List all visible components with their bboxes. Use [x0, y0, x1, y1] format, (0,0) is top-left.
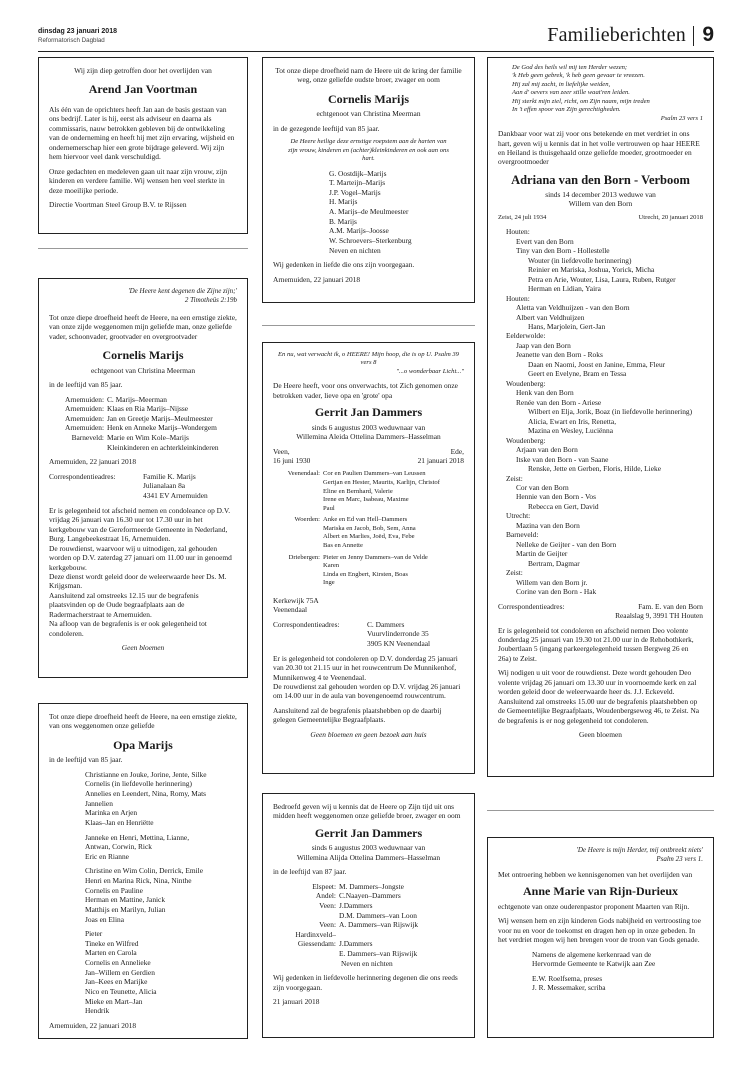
family-member: Rebecca en Gert, David [528, 501, 599, 511]
family-member: Cor van den Born [516, 482, 569, 492]
family-names [339, 930, 464, 940]
family-place: Woudenberg: [506, 378, 546, 388]
family-place: Zeist: [506, 568, 523, 578]
birth-place: Veen, [273, 446, 290, 456]
notice-dammers-1 [262, 342, 475, 774]
verse-line: En nu, wat verwacht ik, o HEERE! Mijn hoop, die is op U. Psalm 39 vers 8 [278, 351, 459, 367]
family-member: Tineke en Wilfred [85, 938, 139, 948]
family-row [273, 939, 464, 958]
notice-signature: Directie Voortman Steel Group B.V. te Rijssen [49, 200, 187, 210]
deceased-name: Adriana van den Born - Verboom [511, 172, 690, 187]
family-list [49, 395, 237, 453]
notice-intro: Met ontroering hebben we kennisgenomen van het overlijden van [498, 869, 693, 879]
death-date: 21 januari 2018 [417, 456, 464, 466]
notice-text: Er is gelegenheid tot condoleren en afscheid nemen Deo volente donderdag 25 januari van 19.30 tot 21.00 uur in de Rehobothkerk, Joubertlaan 5 (ingang parkeergelegenheid tussen Bergweg 26 en 26a) te Zeist. [498, 625, 694, 663]
dateline: Arnemuiden, 22 januari 2018 [273, 274, 361, 284]
notice-intro: Tot onze diepe droefheid heeft de Heere, na een ernstige ziekte, van onze zijde weggenomen mijn geliefde man, onze geliefde vader, schoonvader, grootvader en overgrootvader [49, 312, 237, 341]
family-place: Arnemuiden: [65, 423, 104, 433]
notice-text: De rouwdienst zal gehouden worden op D.V. vrijdag 26 januari om 14.00 uur in de aula van bovengenoemd rouwcentrum. [273, 682, 461, 701]
family-place: Elspeet: [312, 881, 336, 891]
family-member: Renée van den Born - Ariese [516, 397, 602, 407]
family-member: Arjaan van den Born [516, 445, 578, 455]
correspondence-address [273, 620, 464, 649]
family-member: B. Marijs [329, 216, 357, 226]
family-member: Jan–Kees en Marijke [85, 977, 148, 987]
notice-text: Wij wensen hem en zijn kinderen Gods nabijheid en vertroosting toe voor nu en voor de toekomst en dragen hen op in onze gebeden. In het verdriet mogen wij hen brengen voor de troon van Gods genade. [498, 916, 701, 945]
family-member: Klaas–Jan en Henriëtte [85, 817, 154, 827]
family-row [49, 414, 237, 424]
age-line: in de leeftijd van 87 jaar. [273, 867, 347, 877]
quote-reference: 2 Timotheüs 2:19b [184, 295, 237, 304]
family-place: Arnemuiden: [65, 413, 104, 423]
grandchildren-group [85, 866, 237, 924]
family-member: A. Dammers–van Rijswijk [339, 920, 419, 930]
notice-text: Aansluitend zal omstreeks 15.00 uur de begrafenis plaatshebben op de Gemeentelijke Begraafplaats, Woudenbergseweg 46, te Zeist. Na de begrafenis is er nog gelegenheid tot condoleren. [498, 696, 700, 725]
family-member: Wouter (in liefdevolle herinnering) [528, 255, 632, 265]
family-member: Mieke en Mart–Jan [85, 996, 143, 1006]
family-member: Neven en nichten [329, 245, 381, 255]
address-line: Julianalaan 8a [143, 481, 186, 491]
family-place: Woerden: [294, 516, 320, 524]
deceased-name: Gerrit Jan Dammers [314, 405, 423, 420]
family-member: Herman en Lidian, Yaira [528, 284, 601, 294]
column-divider [262, 325, 475, 326]
notice-adriana [487, 57, 714, 777]
family-member: Willem van den Born jr. [516, 577, 588, 587]
death-place: Ede, [450, 446, 464, 456]
notice-intro: Bedroefd geven wij u kennis dat de Heere op Zijn tijd uit ons midden heeft weggenomen onze geliefde broer, zwager en oom [273, 802, 461, 821]
address-line: Familie K. Marijs [143, 471, 196, 481]
family-row [273, 920, 464, 930]
issue-date: dinsdag 23 januari 2018 [38, 28, 117, 35]
notice-text: Aansluitend zal de begrafenis plaatshebben op de daarbij gelegen Gemeentelijke Begraafplaats. [273, 705, 442, 725]
family-names: Klaas en Ria Marijs–Nijsse [107, 404, 189, 414]
spouse-line: echtgenoot van Christina Meerman [316, 109, 421, 119]
late-wife-name: Willemina Alijda Ottelina Dammers–Hasselman [296, 852, 441, 862]
notice-text: Deze dienst wordt geleid door de weleerwaarde heer Ds. M. Krijgsman. [49, 571, 227, 591]
family-row [49, 404, 237, 414]
family-row [273, 470, 464, 513]
family-member: Christianne en Jouke, Jorine, Jente, Silke [85, 769, 207, 779]
verse-text [273, 351, 464, 376]
family-member: A. Marijs–de Meulmeester [329, 207, 409, 217]
dateline: 21 januari 2018 [273, 997, 320, 1007]
family-member: H. Marijs [329, 197, 358, 207]
family-member: Renske, Jette en Gerben, Floris, Hilde, Lieke [528, 464, 661, 474]
page-number: 9 [702, 23, 714, 46]
family-member: Jan–Willem en Gerdien [85, 967, 155, 977]
family-member: Anke en Ed van Hell–Dammers [323, 516, 408, 524]
family-names [323, 470, 464, 513]
deceased-name: Opa Marijs [113, 737, 173, 752]
family-member: Alicia, Ewart en Iris, Renetta, [528, 416, 617, 426]
family-member: Pieter [85, 929, 103, 939]
family-member: Inge [323, 579, 335, 587]
family-member: Marinka en Arjen [85, 808, 138, 818]
death-info: Utrecht, 20 januari 2018 [638, 213, 703, 221]
correspondence-address [49, 472, 237, 501]
family-member: Linda en Engbert, Kirsten, Boas [323, 570, 408, 578]
family-place: Hardinxveld– [295, 929, 336, 939]
notice-opa-marijs [38, 703, 248, 1039]
family-member: Mazina van den Born [516, 520, 580, 530]
notice-text: Er is gelegenheid tot condoleren op D.V. donderdag 25 januari van 20.30 tot 21.15 uur in het rouwcentrum De Munnikenhof, Munnikenweg 4 te Veenendaal. [273, 653, 458, 682]
family-place: Veen: [319, 900, 336, 910]
age-line: in de leeftijd van 85 jaar. [49, 380, 123, 390]
dateline: Arnemuiden, 22 januari 2018 [49, 457, 137, 467]
family-place: Barneveld: [71, 433, 104, 443]
family-names [339, 891, 464, 901]
home-address [273, 596, 464, 615]
family-member: Petra en Arie, Wouter, Lisa, Laura, Ruben, Rutger [528, 274, 676, 284]
family-member: J.Dammers [339, 939, 373, 949]
family-place: Houten: [506, 227, 530, 237]
family-member: M. Dammers–Jongste [339, 881, 404, 891]
notice-intro: Dankbaar voor wat zij voor ons betekende en met verdriet in ons hart, geven wij u kennis dat in het volle vertrouwen op haar HEERE en Heiland is thuisgehaald onze geliefde moeder, grootmoeder en overgrootmoeder [498, 129, 700, 167]
verse-line: Hij zal mij zacht, in liefelijke weiden, [512, 80, 611, 88]
notice-dammers-2 [262, 793, 475, 1038]
family-place: Arnemuiden: [65, 404, 104, 414]
memory-line: Wij gedenken in liefdevolle herinnering degenen die ons reeds zijn voorgegaan. [273, 973, 458, 992]
family-member: Gertjan en Hester, Maurits, Karlijn, Christof [323, 479, 440, 487]
family-member: Evert van den Born [516, 236, 574, 246]
masthead [38, 22, 714, 52]
family-names: Jan en Greetje Marijs–Meulmeester [107, 413, 213, 423]
family-list [273, 470, 464, 587]
family-member: Paul [323, 504, 335, 512]
family-member: J.P. Vogel–Marijs [329, 187, 381, 197]
section-title: Familieberichten [547, 24, 686, 46]
family-member: Itske van den Born - van Saane [516, 454, 609, 464]
family-member: D.M. Dammers–van Loon [339, 910, 417, 920]
grandchildren-group [85, 929, 237, 1016]
family-member: W. Schroevers–Sterkenburg [329, 235, 412, 245]
notice-text: Na afloop van de begrafenis is er ook gelegenheid tot condoleren. [49, 619, 207, 638]
deceased-name: Arend Jan Voortman [88, 82, 198, 97]
deceased-name: Anne Marie van Rijn-Durieux [523, 884, 678, 899]
quote-text: 'De Heere kent degenen die Zijne zijn;' [128, 287, 237, 295]
memory-line: Wij gedenken in liefde die ons zijn voorgegaan. [273, 260, 415, 270]
verse-text: De Heere heilige deze ernstige roepstem aan de harten van zijn vrouw, kinderen en (achter)kleinkinderen en ook aan ons hart. [288, 138, 449, 163]
family-place: Andel: [315, 891, 336, 901]
signature-line: J. R. Messemaker, scriba [532, 983, 606, 993]
signature-line: Hervormde Gemeente te Katwijk aan Zee [532, 959, 656, 969]
birth-date: 16 juni 1930 [273, 456, 311, 466]
family-member: J.Dammers [339, 900, 373, 910]
family-member: Cornelis en Annelieke [85, 958, 151, 968]
correspondence-address [498, 602, 703, 621]
notice-text: Aansluitend zal omstreeks 12.15 uur de begrafenis plaatsvinden op de Oude begraafplaats aan de Radermacherstraat te Arnemuiden. [49, 590, 199, 619]
family-member: Matthijs en Marilyn, Julian [85, 904, 166, 914]
verse-line: "...o wonderbaar Licht..." [396, 367, 464, 375]
closing-line: Geen bloemen [121, 643, 165, 653]
family-member: Mazina en Wesley, Luciënna [528, 426, 613, 436]
psalm-verse [512, 64, 703, 115]
family-member: Hans, Marjolein, Gert-Jan [528, 322, 606, 331]
family-member: Eline en Bernhard, Valerie [323, 487, 393, 495]
family-member: Marten en Carola [85, 948, 137, 958]
closing-line: Geen bloemen [579, 730, 622, 740]
family-names [323, 516, 464, 550]
family-row [49, 423, 237, 433]
family-member: Henk van den Born [516, 388, 574, 398]
family-place [49, 443, 107, 453]
family-member: Daan en Naomi, Joost en Janine, Emma, Fleur [528, 359, 666, 369]
widower-line: sinds 6 augustus 2003 weduwnaar van [311, 843, 426, 853]
grandchildren-group [85, 833, 237, 862]
signature-line: Namens de algemene kerkenraad van de [532, 949, 652, 959]
family-place: Barneveld: [506, 530, 539, 540]
family-row [273, 901, 464, 920]
family-member: Janneke en Henri, Mettina, Lianne, [85, 832, 190, 842]
family-member: Aletta van Veldhuijzen - van den Born [516, 303, 630, 313]
address-line: Fam. E. van den Born [638, 601, 703, 611]
notice-marijs-2 [262, 57, 475, 303]
notice-intro: Tot onze diepe droefheid nam de Heere uit de kring der familie weg, onze geliefde oudste broer, zwager en oom [275, 66, 462, 85]
age-line: in de gezegende leeftijd van 85 jaar. [273, 123, 380, 133]
family-names: C. Marijs–Meerman [107, 394, 167, 404]
family-member: Herman en Mattine, Janick [85, 895, 166, 905]
family-row [49, 395, 237, 405]
family-names [323, 554, 464, 588]
verse-line: In 't effen spoor van Zijn gerechtigheden. [512, 106, 621, 114]
notice-signature [532, 950, 703, 993]
family-member: Geert en Evelyne, Bram en Tessa [528, 369, 627, 379]
family-member: Nico en Teunette, Alicia [85, 986, 157, 996]
family-names: Henk en Anneke Marijs–Wondergem [107, 423, 217, 433]
family-row [273, 554, 464, 588]
newspaper-name: Reformatorisch Dagblad [38, 37, 105, 44]
family-names [339, 901, 464, 920]
family-member: Nelleke de Geijter - van den Born [516, 539, 617, 549]
family-extra: Neven en nichten [341, 958, 393, 968]
age-line: in de leeftijd van 85 jaar. [49, 755, 123, 765]
family-member: Cor en Paulien Dammers–van Leussen [323, 470, 426, 478]
correspondence-label: Correspondentieadres: [49, 471, 116, 481]
birth-death-line [498, 214, 703, 222]
family-member: Bas en Annette [323, 541, 363, 549]
family-member: T. Marteijn–Marijs [329, 178, 386, 188]
notice-voortman [38, 57, 248, 234]
notice-intro: Tot onze diepe droefheid heeft de Heere, na een ernstige ziekte, van ons weggenomen onze geliefde [49, 712, 237, 731]
quote-reference: Psalm 23 vers 1. [656, 854, 703, 863]
address-line: C. Dammers [367, 619, 405, 629]
birth-death-line [273, 447, 464, 466]
family-list [273, 882, 464, 959]
family-member: Cornelis en Pauline [85, 885, 143, 895]
family-names [339, 939, 464, 958]
family-row [273, 516, 464, 550]
family-row [49, 443, 237, 453]
family-place: Giessendam: [297, 939, 336, 949]
deceased-name: Cornelis Marijs [328, 91, 409, 106]
family-member: Hendrik [85, 1006, 110, 1016]
family-place: Houten: [506, 293, 530, 303]
family-place: Woudenberg: [506, 435, 546, 445]
family-member: Annelies en Leendert, Nina, Romy, Mats [85, 789, 207, 799]
column-divider [38, 248, 248, 249]
family-member: Mariska en Jacob, Bob, Sem, Anna [323, 524, 416, 532]
masthead-divider [693, 26, 694, 46]
widower-line: sinds 6 augustus 2003 weduwnaar van [311, 422, 426, 432]
family-member: Reinier en Mariska, Joshua, Yorick, Micha [528, 265, 655, 275]
notice-text: Als één van de oprichters heeft Jan aan de basis gestaan van ons bedrijf. Later is hij, eerst als adviseur en daarna als commissaris, nauw betrokken gebleven bij de ontwikkeling van de onderneming en heeft hij met zijn ervaring, wijsheid en ondernemerschap hier een grote bijdrage geleverd. Wij zijn hem hiervoor veel dank verschuldigd. [49, 104, 235, 162]
verse-line: De God des heils wil mij ten Herder wezen; [512, 64, 628, 71]
family-member: Albert van Veldhuijzen [516, 312, 585, 322]
family-names [339, 882, 464, 892]
family-row [273, 891, 464, 901]
late-wife-name: Willemina Aleida Ottelina Dammers–Hasselman [296, 432, 441, 442]
address-line: Kerkewijk 75A [273, 595, 319, 605]
family-member: Joas en Elina [85, 914, 124, 924]
family-place: Arnemuiden: [65, 394, 104, 404]
verse-reference: Psalm 23 vers 1 [660, 114, 703, 122]
correspondence-label: Correspondentieadres: [498, 601, 565, 611]
bible-quote [49, 287, 237, 305]
notice-text: Er is gelegenheid tot afscheid nemen en condoleance op D.V. vrijdag 26 januari van 16.30 uur tot 17.30 uur in het kerkgebouw van de Gereformeerde Gemeente in Nederland, Burg. Langebeekestraat 16, Arnemuiden. [49, 505, 231, 544]
family-member: Cornelis (in liefdevolle herinnering) [85, 779, 192, 789]
family-list [506, 227, 703, 596]
family-place: Utrecht: [506, 511, 531, 521]
verse-line: 'k Heb geen gebrek, 'k heb geen gevaar te vreezen. [512, 72, 645, 80]
deceased-name: Cornelis Marijs [102, 348, 184, 363]
verse-line: Hij sterkt mijn ziel, richt, om Zijn naam, mijn treden [512, 97, 650, 105]
correspondence-label: Correspondentieadres: [273, 619, 340, 629]
notice-text: Wij nodigen u uit voor de rouwdienst. Deze wordt gehouden Deo volente vrijdag 26 januari om 13.30 uur in voornoemde kerk en zal worden geleid door de weleerwaarde heer ds. J.J. Eckeveld. [498, 668, 697, 697]
notice-text: De rouwdienst, waarvoor wij u uitnodigen, zal gehouden worden op D.V. zaterdag 27 januari om 11.00 uur in genoemd kerkgebouw. [49, 543, 232, 572]
family-names: Marie en Wim Kole–Marijs [107, 433, 189, 443]
verse-line: Aan d' oevers van zeer stille waat'ren leiden. [512, 89, 630, 97]
family-member: Bertram, Dagmar [528, 558, 580, 568]
family-member: Irene en Marc, Isabeau, Maxime [323, 496, 409, 504]
family-member: Hennie van den Born - Vos [516, 492, 596, 502]
family-member: C.Naayen–Dammers [339, 891, 401, 901]
family-member: Eric en Rianne [85, 851, 129, 861]
closing-line: Geen bloemen en geen bezoek aan huis [310, 729, 427, 739]
notice-intro: De Heere heeft, voor ons onverwachts, tot Zich genomen onze betrokken vader, lieve opa en 'grote' opa [273, 381, 458, 400]
notice-intro: Wij zijn diep getroffen door het overlijden van [74, 66, 212, 75]
signature-line: E.W. Roelfsema, preses [532, 973, 603, 983]
family-member: Karen [323, 562, 340, 570]
family-member: G. Oostdijk–Marijs [329, 168, 387, 178]
family-member: Christine en Wim Colin, Derrick, Emile [85, 866, 204, 876]
family-member: Corine van den Born - Hak [516, 587, 597, 597]
address-line: Vuurvlinderronde 35 [367, 629, 429, 639]
spouse-line: echtgenoot van Christina Meerman [90, 365, 196, 375]
late-husband-name: Willem van den Born [568, 199, 633, 209]
address-line: Reaalslag 9, 3991 TH Houten [615, 611, 703, 621]
family-place: Eelderwolde: [506, 331, 546, 341]
quote-text: 'De Heere is mijn Herder, mij ontbreekt niets' [576, 846, 703, 854]
dateline: Arnemuiden, 22 januari 2018 [49, 1020, 137, 1030]
family-names [339, 920, 464, 930]
family-member: Albert en Marlies, Joëd, Eva, Febe [323, 533, 415, 541]
address-line: Veenendaal [273, 605, 308, 615]
family-member: Martin de Geijter [516, 549, 568, 559]
family-member: Jaap van den Born [516, 340, 571, 350]
address-line: 3905 KN Veenendaal [367, 638, 431, 648]
family-names: Kleinkinderen en achterkleinkinderen [107, 442, 219, 452]
family-member: A.M. Marijs–Joosse [329, 226, 389, 236]
family-member: Jannelien [85, 798, 113, 808]
family-place: Driebergen: [288, 553, 320, 561]
family-member: Henri en Marina Rick, Nina, Ninthe [85, 876, 192, 886]
family-row [49, 433, 237, 443]
family-member: Wilbert en Elja, Jorik, Boaz (in liefdevolle herinnering) [528, 407, 693, 417]
family-place: Zeist: [506, 473, 523, 483]
family-list [329, 169, 464, 256]
bible-quote [498, 846, 703, 864]
family-member: Tiny van den Born - Hollestelle [516, 246, 610, 256]
address-line: 4341 EV Arnemuiden [143, 491, 208, 501]
notice-text: Onze gedachten en medeleven gaan uit naar zijn vrouw, zijn kinderen en verdere familie. Wij wensen hen veel sterkte in deze moeilijke periode. [49, 166, 228, 195]
family-member: Pieter en Jenny Dammers–van de Velde [323, 553, 428, 561]
column-divider [487, 810, 714, 811]
family-member: Jeanette van den Born - Roks [516, 350, 603, 360]
spouse-line: echtgenote van onze ouderenpastor proponent Maarten van Rijn. [498, 901, 690, 911]
family-row [273, 882, 464, 892]
family-place: Veen: [319, 920, 336, 930]
widow-line: sinds 14 december 2013 weduwe van [545, 189, 656, 199]
deceased-name: Gerrit Jan Dammers [314, 825, 423, 840]
notice-marijs-1 [38, 278, 248, 678]
family-member: E. Dammers–van Rijswijk [339, 949, 418, 959]
family-row [273, 930, 464, 940]
grandchildren-group [85, 770, 237, 828]
birth-info: Zeist, 24 juli 1934 [498, 213, 547, 221]
family-place: Veenendaal: [287, 470, 320, 478]
family-member: Antwan, Corwin, Rick [85, 842, 152, 852]
notice-anne-marie [487, 837, 714, 1038]
